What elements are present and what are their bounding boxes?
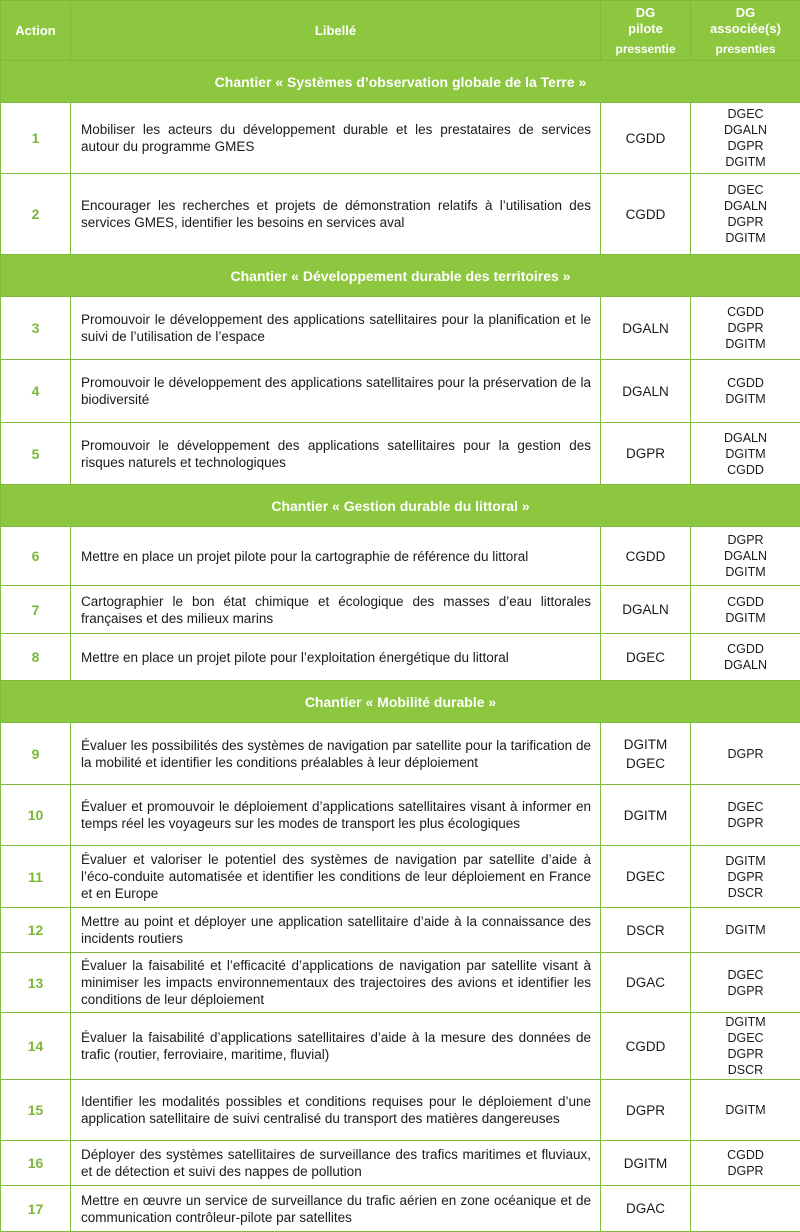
table-row: [1, 723, 800, 785]
action-libelle: Évaluer la faisabilité d’applications satellitaires d’aide à la mesure des données de trafic (routier, ferroviaire, maritime, fluvial): [71, 1013, 601, 1080]
section-title: Chantier « Systèmes d’observation globale de la Terre »: [1, 61, 800, 103]
action-number: 15: [1, 1080, 71, 1141]
action-libelle: Promouvoir le développement des applications satellitaires pour la gestion des risques naturels et technologiques: [71, 423, 601, 485]
table-row: [1, 103, 800, 174]
dg-associee-item: CGDD: [691, 462, 800, 478]
dg-associees: [691, 297, 800, 360]
dg-pilote-item: DGAC: [601, 1201, 690, 1216]
dg-pilote-item: CGDD: [601, 549, 690, 564]
dg-associees: [691, 1080, 800, 1141]
dg-associee-item: CGDD: [691, 304, 800, 320]
dg-pilote: [601, 103, 691, 174]
dg-associee-item: DGEC: [691, 967, 800, 983]
dg-associee-item: DGPR: [691, 138, 800, 154]
dg-pilote-item: DGALN: [601, 602, 690, 617]
dg-associee-item: CGDD: [691, 641, 800, 657]
dg-pilote-item: DGEC: [601, 869, 690, 884]
dg-associee-item: DGITM: [691, 391, 800, 407]
dg-associees: [691, 723, 800, 785]
dg-pilote-item: DGITM: [601, 737, 690, 752]
section-title: Chantier « Gestion durable du littoral »: [1, 485, 800, 527]
table-row: [1, 586, 800, 634]
dg-pilote-item: DGEC: [601, 756, 690, 771]
dg-associee-item: DGPR: [691, 746, 800, 762]
dg-associees: [691, 846, 800, 908]
dg-pilote-item: DGITM: [601, 808, 690, 823]
dg-pilote-item: DGAC: [601, 975, 690, 990]
dg-pilote-item: DGALN: [601, 321, 690, 336]
table-row: [1, 297, 800, 360]
dg-pilote: [601, 723, 691, 785]
dg-pilote-item: CGDD: [601, 207, 690, 222]
table-row: [1, 1141, 800, 1186]
action-number: 16: [1, 1141, 71, 1186]
dg-associee-item: DSCR: [691, 1062, 800, 1078]
action-number: 13: [1, 953, 71, 1013]
dg-associee-item: DGITM: [691, 564, 800, 580]
section-row: [1, 485, 800, 527]
action-libelle: Mobiliser les acteurs du développement durable et les prestataires de services autour du programme GMES: [71, 103, 601, 174]
table-row: [1, 174, 800, 255]
dg-pilote: [601, 846, 691, 908]
section-row: [1, 61, 800, 103]
dg-pilote: [601, 174, 691, 255]
dg-associee-item: DGALN: [691, 198, 800, 214]
dg-associee-item: DGPR: [691, 214, 800, 230]
dg-associees: [691, 103, 800, 174]
action-number: 17: [1, 1186, 71, 1232]
table-row: [1, 846, 800, 908]
dg-associees: [691, 174, 800, 255]
header-dg-pilote: DG pilote pressentie: [601, 1, 691, 61]
dg-associees: [691, 953, 800, 1013]
dg-associee-item: CGDD: [691, 375, 800, 391]
dg-associee-item: DGEC: [691, 182, 800, 198]
header-libelle: Libellé: [71, 1, 601, 61]
action-number: 4: [1, 360, 71, 423]
dg-associee-item: DGALN: [691, 548, 800, 564]
dg-associee-item: DGEC: [691, 799, 800, 815]
table-row: [1, 1080, 800, 1141]
table-row: [1, 634, 800, 681]
dg-associees: [691, 360, 800, 423]
dg-associee-item: DGITM: [691, 853, 800, 869]
dg-associee-item: DGALN: [691, 122, 800, 138]
dg-pilote-item: DGEC: [601, 650, 690, 665]
dg-associee-item: DGEC: [691, 1030, 800, 1046]
dg-pilote: [601, 1141, 691, 1186]
dg-pilote: [601, 360, 691, 423]
dg-pilote-item: DGPR: [601, 446, 690, 461]
action-number: 7: [1, 586, 71, 634]
action-libelle: Cartographier le bon état chimique et écologique des masses d’eau littorales françaises et des milieux marins: [71, 586, 601, 634]
dg-associees: [691, 908, 800, 953]
dg-pilote-item: CGDD: [601, 131, 690, 146]
dg-associee-item: DGITM: [691, 336, 800, 352]
dg-pilote: [601, 1013, 691, 1080]
header-dg-associees: DG associée(s) presenties: [691, 1, 800, 61]
dg-associee-item: DGPR: [691, 320, 800, 336]
section-row: [1, 255, 800, 297]
action-number: 8: [1, 634, 71, 681]
dg-associee-item: DGITM: [691, 154, 800, 170]
dg-associee-item: DGPR: [691, 532, 800, 548]
action-libelle: Mettre au point et déployer une application satellitaire d’aide à la connaissance des incidents routiers: [71, 908, 601, 953]
dg-associee-item: DGITM: [691, 1014, 800, 1030]
dg-associees: [691, 586, 800, 634]
header-action: Action: [1, 1, 71, 61]
dg-associees: [691, 1186, 800, 1232]
action-libelle: Évaluer et valoriser le potentiel des systèmes de navigation par satellite d’aide à l’éco-conduite automatisée et identifier les conditions de leur déploiement en France et en Europe: [71, 846, 601, 908]
dg-pilote: [601, 908, 691, 953]
dg-associee-item: DGITM: [691, 230, 800, 246]
dg-associee-item: DGPR: [691, 869, 800, 885]
table-header: [1, 1, 800, 61]
dg-pilote: [601, 953, 691, 1013]
dg-associee-item: DGEC: [691, 106, 800, 122]
table-row: [1, 1186, 800, 1232]
dg-associees: [691, 1013, 800, 1080]
dg-pilote-item: DGALN: [601, 384, 690, 399]
table-row: [1, 908, 800, 953]
dg-associee-item: DGPR: [691, 983, 800, 999]
dg-associee-item: DGITM: [691, 610, 800, 626]
dg-associees: [691, 423, 800, 485]
action-libelle: Mettre en œuvre un service de surveillance du trafic aérien en zone océanique et de communication contrôleur-pilote par satellites: [71, 1186, 601, 1232]
action-number: 10: [1, 785, 71, 846]
section-title: Chantier « Mobilité durable »: [1, 681, 800, 723]
table-row: [1, 423, 800, 485]
table-row: [1, 785, 800, 846]
dg-associees: [691, 785, 800, 846]
action-libelle: Encourager les recherches et projets de démonstration relatifs à l’utilisation des services GMES, identifier les besoins en services aval: [71, 174, 601, 255]
dg-pilote-item: CGDD: [601, 1039, 690, 1054]
action-libelle: Évaluer et promouvoir le déploiement d’applications satellitaires visant à informer en temps réel les voyageurs sur les modes de transport les plus écologiques: [71, 785, 601, 846]
action-number: 5: [1, 423, 71, 485]
dg-pilote-item: DGITM: [601, 1156, 690, 1171]
table-row: [1, 527, 800, 586]
section-title: Chantier « Développement durable des territoires »: [1, 255, 800, 297]
dg-pilote: [601, 297, 691, 360]
dg-associee-item: DGITM: [691, 446, 800, 462]
action-number: 3: [1, 297, 71, 360]
dg-pilote: [601, 423, 691, 485]
dg-associee-item: DGITM: [691, 1102, 800, 1118]
dg-pilote: [601, 1080, 691, 1141]
table-row: [1, 953, 800, 1013]
table-row: [1, 1013, 800, 1080]
dg-pilote: [601, 785, 691, 846]
action-number: 1: [1, 103, 71, 174]
action-number: 9: [1, 723, 71, 785]
dg-associee-item: DGITM: [691, 922, 800, 938]
action-number: 2: [1, 174, 71, 255]
dg-pilote: [601, 1186, 691, 1232]
dg-associee-item: DSCR: [691, 885, 800, 901]
action-libelle: Promouvoir le développement des applications satellitaires pour la préservation de la biodiversité: [71, 360, 601, 423]
action-number: 12: [1, 908, 71, 953]
dg-pilote-item: DGPR: [601, 1103, 690, 1118]
table-row: [1, 360, 800, 423]
action-libelle: Évaluer la faisabilité et l’efficacité d’applications de navigation par satellite visant à minimiser les impacts environnementaux des trajectoires des avions et identifier les conditions de leur déploiement: [71, 953, 601, 1013]
action-libelle: Déployer des systèmes satellitaires de surveillance des trafics maritimes et fluviaux, et de détection et suivi des nappes de pollution: [71, 1141, 601, 1186]
dg-pilote-item: DSCR: [601, 923, 690, 938]
action-number: 11: [1, 846, 71, 908]
dg-associee-item: CGDD: [691, 1147, 800, 1163]
dg-pilote: [601, 586, 691, 634]
dg-associee-item: DGALN: [691, 657, 800, 673]
action-libelle: Mettre en place un projet pilote pour l’exploitation énergétique du littoral: [71, 634, 601, 681]
action-libelle: Identifier les modalités possibles et conditions requises pour le déploiement d’une application satellitaire de suivi centralisé du transport des matières dangereuses: [71, 1080, 601, 1141]
dg-pilote: [601, 634, 691, 681]
dg-associee-item: DGPR: [691, 1163, 800, 1179]
section-row: [1, 681, 800, 723]
action-libelle: Évaluer les possibilités des systèmes de navigation par satellite pour la tarification de la mobilité et identifier les conditions préalables à leur déploiement: [71, 723, 601, 785]
dg-associees: [691, 527, 800, 586]
dg-associee-item: DGPR: [691, 815, 800, 831]
dg-associees: [691, 634, 800, 681]
dg-pilote: [601, 527, 691, 586]
dg-associee-item: CGDD: [691, 594, 800, 610]
dg-associee-item: DGALN: [691, 430, 800, 446]
dg-associees: [691, 1141, 800, 1186]
dg-associee-item: DGPR: [691, 1046, 800, 1062]
action-number: 14: [1, 1013, 71, 1080]
action-libelle: Promouvoir le développement des applications satellitaires pour la planification et le suivi de l’utilisation de l’espace: [71, 297, 601, 360]
table-body: [1, 61, 800, 1232]
action-libelle: Mettre en place un projet pilote pour la cartographie de référence du littoral: [71, 527, 601, 586]
action-number: 6: [1, 527, 71, 586]
